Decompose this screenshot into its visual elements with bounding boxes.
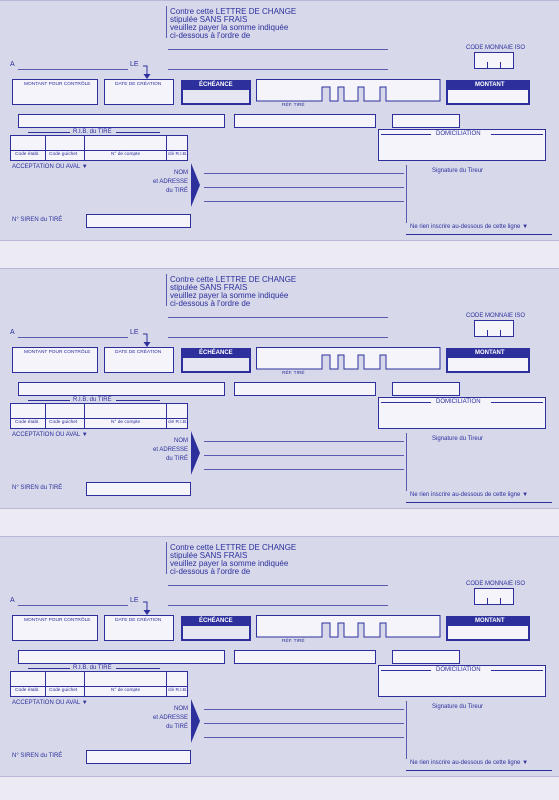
header-text xyxy=(170,8,296,40)
acceptation-text: ACCEPTATION OU AVAL xyxy=(12,164,81,170)
montant-label: MONTANT xyxy=(475,82,505,88)
field-row2-right[interactable] xyxy=(392,382,460,396)
echeance-label: ÉCHÉANCE xyxy=(199,82,233,88)
header-text xyxy=(170,544,296,576)
montant-controle-field[interactable] xyxy=(12,347,98,373)
a-line[interactable] xyxy=(18,605,128,606)
header-line-3: veuillez payer la somme indiquée xyxy=(170,291,289,300)
code-etab-label: Code établ. xyxy=(15,420,40,425)
et-adresse-label: et ADRESSE xyxy=(152,179,188,185)
lettre-de-change-form-2 xyxy=(0,268,559,509)
a-line[interactable] xyxy=(18,69,128,70)
bracket-arrow-icon xyxy=(191,431,201,477)
rib-label: R.I.B. du TIRÉ xyxy=(73,665,112,671)
bottom-line xyxy=(406,770,552,771)
label-le: LE xyxy=(130,329,139,336)
field-row2-middle[interactable] xyxy=(234,114,376,128)
triangle-down-icon: ▼ xyxy=(81,164,88,170)
nom-adresse-label xyxy=(152,437,188,464)
code-etab-label: Code établ. xyxy=(15,152,40,157)
siren-label: N° SIREN du TIRÉ xyxy=(12,485,63,491)
date-creation-field[interactable] xyxy=(104,347,174,373)
field-row2-middle[interactable] xyxy=(234,650,376,664)
nom-line-3[interactable] xyxy=(204,469,404,470)
date-creation-field[interactable] xyxy=(104,615,174,641)
cle-rib-label: clé R.I.B. xyxy=(168,420,188,425)
domiciliation-label: DOMICILIATION xyxy=(436,131,481,137)
ordre-de-line[interactable] xyxy=(168,49,388,50)
header-line-1: Contre cette LETTRE DE CHANGE xyxy=(170,7,297,16)
nom-adresse-label xyxy=(152,705,188,732)
bottom-line xyxy=(406,234,552,235)
montant-label: MONTANT xyxy=(475,350,505,356)
code-monnaie-label: CODE MONNAIE ISO xyxy=(466,581,526,587)
echeance-label: ÉCHÉANCE xyxy=(199,350,233,356)
triangle-down-icon: ▼ xyxy=(522,224,529,230)
ne-rien-text: Ne rien inscrire au-dessous de cette ligne xyxy=(410,492,521,498)
nom-line-1[interactable] xyxy=(204,441,404,442)
du-tire-label: du TIRÉ xyxy=(166,724,188,730)
ne-rien-inscrire-label xyxy=(410,492,528,498)
header-line-1: Contre cette LETTRE DE CHANGE xyxy=(170,275,297,284)
field-row2-middle[interactable] xyxy=(234,382,376,396)
header-line-1: Contre cette LETTRE DE CHANGE xyxy=(170,543,297,552)
echeance-label: ÉCHÉANCE xyxy=(199,618,233,624)
bottom-line xyxy=(406,502,552,503)
siren-label: N° SIREN du TIRÉ xyxy=(12,217,63,223)
header-line-2: stipulée SANS FRAIS xyxy=(170,283,248,292)
rib-label: R.I.B. du TIRÉ xyxy=(73,397,112,403)
field-row2-left[interactable] xyxy=(18,382,225,396)
header-rule xyxy=(166,542,167,574)
du-tire-label: du TIRÉ xyxy=(166,188,188,194)
signature-divider xyxy=(406,433,407,491)
label-a: A xyxy=(10,61,15,68)
montant-controle-field[interactable] xyxy=(12,79,98,105)
nom-line-3[interactable] xyxy=(204,201,404,202)
le-line[interactable] xyxy=(168,337,388,338)
montant-controle-label: MONTANT POUR CONTRÔLE xyxy=(24,618,91,623)
domiciliation-label: DOMICILIATION xyxy=(436,667,481,673)
field-row2-right[interactable] xyxy=(392,114,460,128)
header-line-2: stipulée SANS FRAIS xyxy=(170,15,248,24)
header-line-4: ci-dessous à l'ordre de xyxy=(170,31,251,40)
montant-field[interactable] xyxy=(446,80,530,105)
echeance-field[interactable] xyxy=(181,616,251,641)
ordre-de-line[interactable] xyxy=(168,585,388,586)
header-line-4: ci-dessous à l'ordre de xyxy=(170,567,251,576)
code-guichet-label: Code guichet xyxy=(49,688,78,693)
a-line[interactable] xyxy=(18,337,128,338)
label-a: A xyxy=(10,597,15,604)
header-text xyxy=(170,276,296,308)
label-le: LE xyxy=(130,61,139,68)
date-creation-label: DATE DE CRÉATION xyxy=(115,82,162,87)
date-creation-label: DATE DE CRÉATION xyxy=(115,350,162,355)
et-adresse-label: et ADRESSE xyxy=(152,447,188,453)
bracket-arrow-icon xyxy=(191,699,201,745)
header-line-2: stipulée SANS FRAIS xyxy=(170,551,248,560)
siren-field[interactable] xyxy=(86,214,191,228)
acceptation-label xyxy=(12,432,88,438)
domiciliation-field[interactable] xyxy=(378,397,546,429)
le-line[interactable] xyxy=(168,605,388,606)
rib-field[interactable] xyxy=(10,403,188,429)
domiciliation-field[interactable] xyxy=(378,665,546,697)
ref-tire-label: RÉF. TIRÉ xyxy=(282,639,305,644)
domiciliation-label: DOMICILIATION xyxy=(436,399,481,405)
montant-controle-field[interactable] xyxy=(12,615,98,641)
ref-tire-label: RÉF. TIRÉ xyxy=(282,371,305,376)
triangle-down-icon: ▼ xyxy=(522,760,529,766)
header-line-3: veuillez payer la somme indiquée xyxy=(170,23,289,32)
label-a: A xyxy=(10,329,15,336)
num-compte-label: N° de compte xyxy=(111,420,141,425)
nom-label: NOM xyxy=(174,706,188,712)
siren-field[interactable] xyxy=(86,750,191,764)
montant-field[interactable] xyxy=(446,348,530,373)
rib-label: R.I.B. du TIRÉ xyxy=(73,129,112,135)
rib-field[interactable] xyxy=(10,135,188,161)
domiciliation-field[interactable] xyxy=(378,129,546,161)
signature-label: Signature du Tireur xyxy=(432,704,484,710)
code-monnaie-label: CODE MONNAIE ISO xyxy=(466,313,526,319)
field-row2-left[interactable] xyxy=(18,114,225,128)
siren-field[interactable] xyxy=(86,482,191,496)
header-line-4: ci-dessous à l'ordre de xyxy=(170,299,251,308)
code-monnaie-field[interactable] xyxy=(474,320,514,337)
field-row2-right[interactable] xyxy=(392,650,460,664)
nom-adresse-label xyxy=(152,169,188,196)
lettre-de-change-form-1 xyxy=(0,0,559,241)
field-row2-left[interactable] xyxy=(18,650,225,664)
acceptation-text: ACCEPTATION OU AVAL xyxy=(12,432,81,438)
ordre-de-line[interactable] xyxy=(168,317,388,318)
code-monnaie-label: CODE MONNAIE ISO xyxy=(466,45,526,51)
code-monnaie-field[interactable] xyxy=(474,52,514,69)
nom-line-1[interactable] xyxy=(204,709,404,710)
nom-label: NOM xyxy=(174,438,188,444)
du-tire-label: du TIRÉ xyxy=(166,456,188,462)
ne-rien-inscrire-label xyxy=(410,224,528,230)
signature-divider xyxy=(406,701,407,759)
nom-line-2[interactable] xyxy=(204,187,404,188)
header-rule xyxy=(166,6,167,38)
code-guichet-label: Code guichet xyxy=(49,152,78,157)
nom-line-2[interactable] xyxy=(204,455,404,456)
num-compte-label: N° de compte xyxy=(111,152,141,157)
date-creation-label: DATE DE CRÉATION xyxy=(115,618,162,623)
code-monnaie-field[interactable] xyxy=(474,588,514,605)
nom-line-2[interactable] xyxy=(204,723,404,724)
date-creation-field[interactable] xyxy=(104,79,174,105)
le-line[interactable] xyxy=(168,69,388,70)
montant-controle-label: MONTANT POUR CONTRÔLE xyxy=(24,350,91,355)
ne-rien-inscrire-label xyxy=(410,760,528,766)
ne-rien-text: Ne rien inscrire au-dessous de cette ligne xyxy=(410,224,521,230)
acceptation-text: ACCEPTATION OU AVAL xyxy=(12,700,81,706)
montant-controle-label: MONTANT POUR CONTRÔLE xyxy=(24,82,91,87)
header-rule xyxy=(166,274,167,306)
ref-tire-label: RÉF. TIRÉ xyxy=(282,103,305,108)
cle-rib-label: clé R.I.B. xyxy=(168,152,188,157)
code-etab-label: Code établ. xyxy=(15,688,40,693)
ne-rien-text: Ne rien inscrire au-dessous de cette ligne xyxy=(410,760,521,766)
signature-label: Signature du Tireur xyxy=(432,168,484,174)
signature-divider xyxy=(406,165,407,223)
cle-rib-label: clé R.I.B. xyxy=(168,688,188,693)
label-le: LE xyxy=(130,597,139,604)
bracket-arrow-icon xyxy=(191,163,201,209)
montant-label: MONTANT xyxy=(475,618,505,624)
lettre-de-change-form-3 xyxy=(0,536,559,777)
header-line-3: veuillez payer la somme indiquée xyxy=(170,559,289,568)
acceptation-label xyxy=(12,700,88,706)
siren-label: N° SIREN du TIRÉ xyxy=(12,753,63,759)
signature-label: Signature du Tireur xyxy=(432,436,484,442)
num-compte-label: N° de compte xyxy=(111,688,141,693)
nom-line-3[interactable] xyxy=(204,737,404,738)
rib-field[interactable] xyxy=(10,671,188,697)
echeance-field[interactable] xyxy=(181,80,251,105)
triangle-down-icon: ▼ xyxy=(81,432,88,438)
code-guichet-label: Code guichet xyxy=(49,420,78,425)
nom-label: NOM xyxy=(174,170,188,176)
nom-line-1[interactable] xyxy=(204,173,404,174)
montant-field[interactable] xyxy=(446,616,530,641)
et-adresse-label: et ADRESSE xyxy=(152,715,188,721)
triangle-down-icon: ▼ xyxy=(81,700,88,706)
acceptation-label xyxy=(12,164,88,170)
triangle-down-icon: ▼ xyxy=(522,492,529,498)
echeance-field[interactable] xyxy=(181,348,251,373)
